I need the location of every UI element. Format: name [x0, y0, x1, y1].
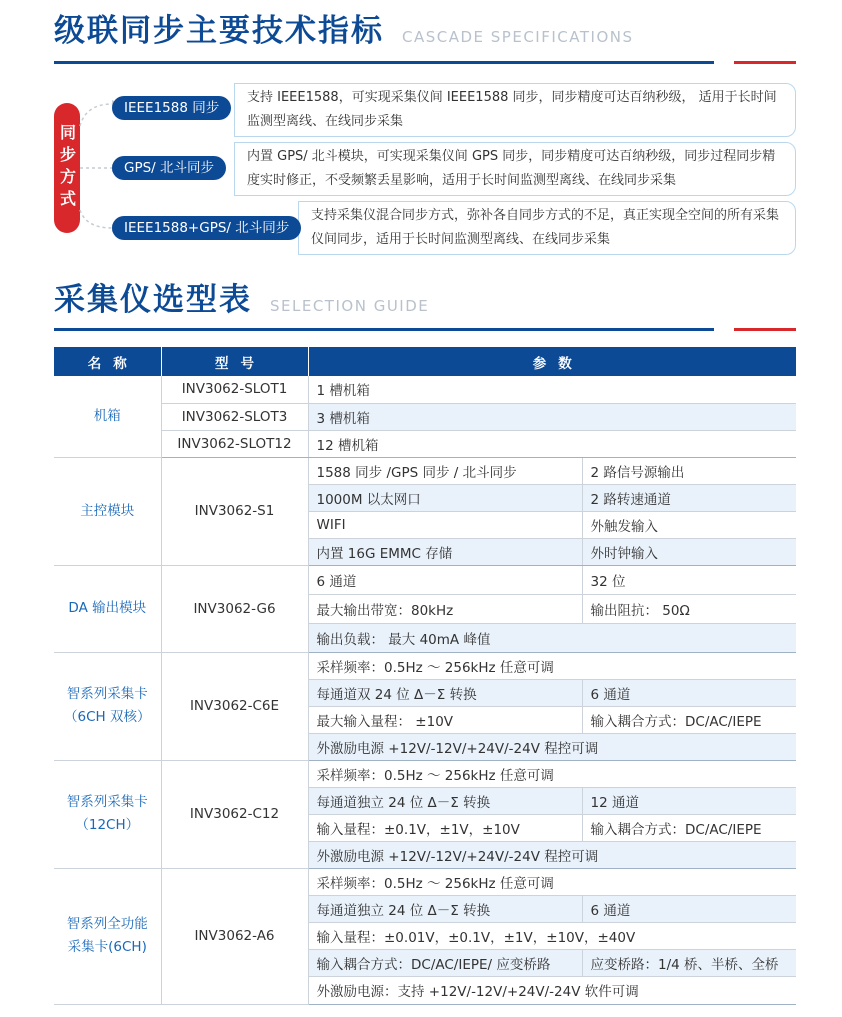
row-param: 1588 同步 /GPS 同步 / 北斗同步 — [308, 457, 582, 484]
row-model: INV3062-S1 — [161, 457, 308, 565]
row-param: 6 通道 — [582, 679, 796, 706]
row-model: INV3062-SLOT3 — [161, 403, 308, 430]
row-param: 3 槽机箱 — [308, 403, 796, 430]
row-param: 外激励电源 +12V/-12V/+24V/-24V 程控可调 — [308, 733, 796, 760]
table-row — [54, 376, 796, 403]
row-model: INV3062-C6E — [161, 652, 308, 760]
title-underline-accent — [734, 61, 796, 64]
section-title-en: SELECTION GUIDE — [270, 297, 430, 315]
table-row — [54, 652, 796, 679]
header-model: 型号 — [161, 347, 308, 376]
row-param: 每通道双 24 位 Δ－Σ 转换 — [308, 679, 582, 706]
row-param: 每通道独立 24 位 Δ－Σ 转换 — [308, 787, 582, 814]
row-param: 外激励电源：支持 +12V/-12V/+24V/-24V 软件可调 — [308, 976, 796, 1004]
row-model: INV3062-SLOT12 — [161, 430, 308, 457]
row-model: INV3062-A6 — [161, 868, 308, 1004]
row-param: 12 槽机箱 — [308, 430, 796, 457]
table-header-row — [54, 347, 796, 376]
sync-item-hybrid — [112, 201, 796, 255]
row-param: 外时钟输入 — [582, 538, 796, 565]
row-model: INV3062-G6 — [161, 565, 308, 652]
row-param: 外触发输入 — [582, 511, 796, 538]
sync-description: 内置 GPS/ 北斗模块，可实现采集仪间 GPS 同步，同步精度可达百纳秒级，同步过程同步精度实时修正，不受频繁丢星影响，适用于长时间监测型离线、在线同步采集 — [234, 142, 796, 196]
row-param: 32 位 — [582, 565, 796, 594]
row-param: 12 通道 — [582, 787, 796, 814]
row-param: 应变桥路：1/4 桥、半桥、全桥 — [582, 949, 796, 976]
header-name: 名称 — [54, 347, 161, 376]
selection-table — [54, 347, 796, 1005]
row-param: 采样频率：0.5Hz ～ 256kHz 任意可调 — [308, 652, 796, 679]
sync-label: IEEE1588+GPS/ 北斗同步 — [112, 216, 301, 240]
row-param: 输入量程：±0.01V，±0.1V，±1V，±10V，±40V — [308, 922, 796, 949]
row-model: INV3062-C12 — [161, 760, 308, 868]
sync-item-gps — [112, 142, 796, 196]
sync-method-badge: 同步方式 — [54, 103, 80, 233]
row-param: 最大输出带宽：80kHz — [308, 594, 582, 623]
row-model: INV3062-SLOT1 — [161, 376, 308, 403]
table-row — [54, 457, 796, 484]
section-title-cn: 级联同步主要技术指标 — [54, 13, 384, 49]
row-param: 内置 16G EMMC 存储 — [308, 538, 582, 565]
table-row — [54, 430, 796, 457]
row-param: 输出阻抗： 50Ω — [582, 594, 796, 623]
title-underline-accent — [734, 328, 796, 331]
header-params: 参数 — [308, 347, 796, 376]
row-name: 机箱 — [54, 376, 161, 457]
row-param: 采样频率：0.5Hz ～ 256kHz 任意可调 — [308, 868, 796, 895]
row-name: 主控模块 — [54, 457, 161, 565]
row-name: 智系列采集卡（12CH） — [54, 760, 161, 868]
row-name: DA 输出模块 — [54, 565, 161, 652]
row-param: 输入耦合方式：DC/AC/IEPE — [582, 706, 796, 733]
row-param: 最大输入量程： ±10V — [308, 706, 582, 733]
row-param: 2 路转速通道 — [582, 484, 796, 511]
title-underline — [54, 328, 714, 331]
table-row — [54, 403, 796, 430]
sync-label: IEEE1588 同步 — [112, 96, 231, 120]
row-param: 输入耦合方式：DC/AC/IEPE/ 应变桥路 — [308, 949, 582, 976]
row-param: 输入耦合方式：DC/AC/IEPE — [582, 814, 796, 841]
sync-description: 支持 IEEE1588，可实现采集仪间 IEEE1588 同步，同步精度可达百纳秒级， 适用于长时间监测型离线、在线同步采集 — [234, 83, 796, 137]
row-param: WIFI — [308, 511, 582, 538]
row-name: 智系列采集卡（6CH 双核） — [54, 652, 161, 760]
sync-label: GPS/ 北斗同步 — [112, 156, 226, 180]
row-param: 每通道独立 24 位 Δ－Σ 转换 — [308, 895, 582, 922]
section-title-en: CASCADE SPECIFICATIONS — [402, 28, 634, 46]
row-param: 6 通道 — [308, 565, 582, 594]
row-param: 6 通道 — [582, 895, 796, 922]
row-param: 外激励电源 +12V/-12V/+24V/-24V 程控可调 — [308, 841, 796, 868]
table-row — [54, 565, 796, 594]
title-underline — [54, 61, 714, 64]
section-title-cn: 采集仪选型表 — [54, 282, 252, 318]
row-param: 输出负载： 最大 40mA 峰值 — [308, 623, 796, 652]
row-param: 采样频率：0.5Hz ～ 256kHz 任意可调 — [308, 760, 796, 787]
section-selection-title — [54, 282, 430, 318]
row-name: 智系列全功能采集卡(6CH) — [54, 868, 161, 1004]
sync-description: 支持采集仪混合同步方式，弥补各自同步方式的不足，真正实现全空间的所有采集仪间同步，适用于长时间监测型离线、在线同步采集 — [298, 201, 796, 255]
row-param: 2 路信号源输出 — [582, 457, 796, 484]
section-cascade-title — [54, 13, 634, 49]
row-param: 1000M 以太网口 — [308, 484, 582, 511]
row-param: 1 槽机箱 — [308, 376, 796, 403]
sync-item-ieee1588 — [112, 83, 796, 137]
row-param: 输入量程：±0.1V，±1V，±10V — [308, 814, 582, 841]
table-row — [54, 868, 796, 895]
table-row — [54, 760, 796, 787]
